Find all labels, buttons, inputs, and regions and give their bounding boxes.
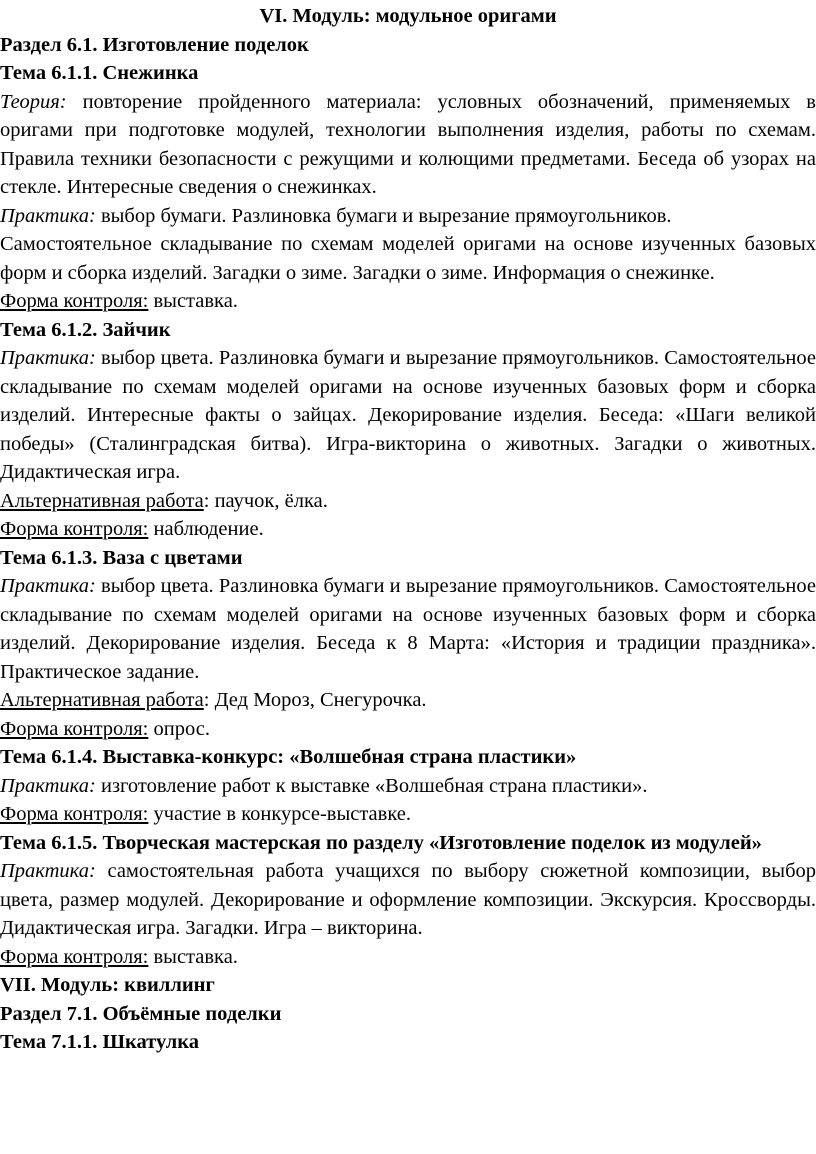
topic-6-1-1-practice — [0, 202, 816, 231]
topic-6-1-4-practice — [0, 772, 816, 801]
topic-7-1-1-title: Тема 7.1.1. Шкатулка — [0, 1031, 199, 1053]
practice-label: Практика: — [0, 575, 96, 597]
control-text: участие в конкурсе-выставке. — [148, 803, 412, 825]
control-text: выставка. — [148, 290, 238, 312]
control-text: выставка. — [148, 945, 238, 968]
topic-6-1-5-control — [0, 943, 816, 972]
topic-6-1-2-title: Тема 6.1.2. Зайчик — [0, 318, 171, 341]
topic-6-1-3-title: Тема 6.1.3. Ваза с цветами — [0, 546, 243, 569]
practice-text: выбор бумаги. Разлиновка бумаги и вырезание прямоугольников. — [95, 204, 672, 227]
section-7-1-title: Раздел 7.1. Объёмные поделки — [0, 1002, 282, 1025]
practice-text: изготовление работ к выставке «Волшебная страна пластики». — [95, 774, 648, 797]
control-label: Форма контроля: — [0, 717, 149, 740]
theory-label: Теория: — [0, 90, 67, 113]
alternative-text: : Дед Мороз, Снегурочка. — [203, 689, 427, 711]
section-6-1-title: Раздел 6.1. Изготовление поделок — [0, 33, 309, 56]
module-6-title: VI. Модуль: модульное оригами — [259, 5, 557, 27]
topic-6-1-1-extra: Самостоятельное складывание по схемам моделей оригами на основе изученных базовых форм и сборка изделий. Загадки о зиме. Загадки о зиме. Информация о снежинке. — [0, 233, 816, 284]
practice-label: Практика: — [0, 860, 96, 882]
topic-6-1-4-title: Тема 6.1.4. Выставка-конкурс: «Волшебная страна пластики» — [0, 746, 577, 768]
practice-text: самостоятельная работа учащихся по выбору сюжетной композиции, выбор цвета, размер модулей. Декорирование и оформление композиции. Экскурсия. Кроссворды. Дидактическая игра. Загадки. Игра – викторина. — [0, 860, 816, 939]
topic-6-1-4-control — [0, 800, 816, 829]
topic-6-1-2-control — [0, 515, 816, 544]
practice-label: Практика: — [0, 204, 96, 227]
theory-text: повторение пройденного материала: условных обозначений, применяемых в оригами при подготовке модулей, технологии выполнения изделия, работы по схемам. Правила техники безопасности с режущими и колющими предметами. Беседа об узорах на стекле. Интересные сведения о снежинках. — [0, 90, 816, 198]
control-text: наблюдение. — [148, 518, 264, 540]
control-label: Форма контроля: — [0, 518, 149, 540]
control-text: опрос. — [148, 717, 210, 740]
topic-6-1-1-theory — [0, 88, 816, 202]
topic-6-1-2-practice — [0, 344, 816, 487]
topic-6-1-2-alternative — [0, 487, 816, 516]
alternative-label: Альтернативная работа — [0, 489, 204, 512]
practice-text: выбор цвета. Разлиновка бумаги и вырезание прямоугольников. Самостоятельное складывание по схемам моделей оригами на основе изученных базовых форм и сборка изделий. Декорирование изделия. Беседа к 8 Марта: «История и традиции праздника». Практическое задание. — [0, 575, 816, 683]
control-label: Форма контроля: — [0, 803, 149, 825]
practice-label: Практика: — [0, 774, 96, 797]
topic-6-1-5-title: Тема 6.1.5. Творческая мастерская по разделу «Изготовление поделок из модулей» — [0, 831, 762, 854]
topic-6-1-3-practice — [0, 572, 816, 686]
control-label: Форма контроля: — [0, 290, 149, 312]
topic-6-1-3-alternative — [0, 686, 816, 715]
alternative-text: : паучок, ёлка. — [203, 489, 328, 512]
module-7-title: VII. Модуль: квиллинг — [0, 974, 215, 996]
topic-6-1-1-control — [0, 287, 816, 316]
topic-6-1-1-title: Тема 6.1.1. Снежинка — [0, 62, 199, 84]
control-label: Форма контроля: — [0, 945, 149, 968]
practice-label: Практика: — [0, 347, 96, 369]
topic-6-1-5-practice — [0, 857, 816, 943]
topic-6-1-3-control — [0, 715, 816, 744]
alternative-label: Альтернативная работа — [0, 689, 204, 711]
practice-text: выбор цвета. Разлиновка бумаги и вырезание прямоугольников. Самостоятельное складывание по схемам моделей оригами на основе изученных базовых форм и сборка изделий. Интересные факты о зайцах. Декорирование изделия. Беседа: «Шаги великой победы» (Сталинградская битва). Игра-викторина о животных. Загадки о животных. Дидактическая игра. — [0, 347, 816, 483]
